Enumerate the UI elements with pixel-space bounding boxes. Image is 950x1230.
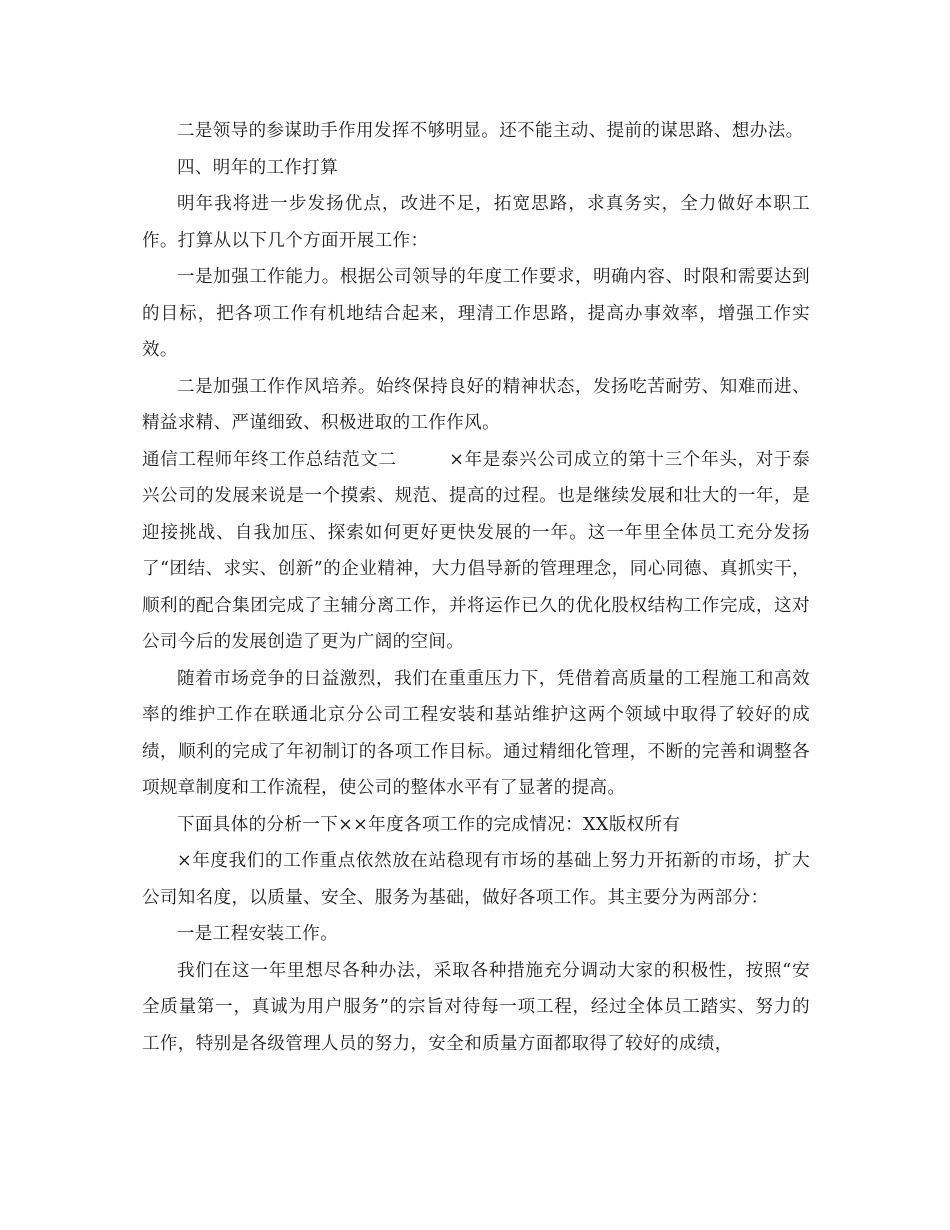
document-page [142,113,810,1062]
paragraph-5: 随着市场竞争的日益激烈，我们在重重压力下，凭借着高质量的工程施工和高效率的维护工作在联通北京分公司工程安装和基站维护这两个领域中取得了较好的成绩，顺利的完成了年初制订的各项工作目标。通过精细化管理，不断的完善和调整各项规章制度和工作流程，使公司的整体水平有了显著的提高。 [142,668,810,798]
paragraph-2: 明年我将进一步发扬优点，改进不足，拓宽思路，求真务实，全力做好本职工作。打算从以下几个方面开展工作： [142,194,810,251]
section-heading-4: 四、明年的工作打算 [177,157,339,178]
paragraph-8: 一是工程安装工作。 [177,924,339,944]
article-title-paragraph [142,442,810,661]
article-title: 通信工程师年终工作总结范文二 [142,449,397,470]
paragraph-4: 二是加强工作作风培养。始终保持良好的精神状态，发扬吃苦耐劳、知难而进、精益求精、严谨细致、积极进取的工作作风。 [142,376,810,433]
article-lead-text: ×年是泰兴公司成立的第十三个年头，对于泰兴公司的发展来说是一个摸索、规范、提高的过程。也是继续发展和壮大的一年，是迎接挑战、自我加压、探索如何更好更快发展的一年。这一年里全体员工充分发扬了“团结、求实、创新”的企业精神，大力倡导新的管理理念，同心同德、真抓实干，顺利的配合集团完成了主辅分离工作，并将运作已久的优化股权结构工作完成，这对公司今后的发展创造了更为广阔的空间。 [142,449,810,652]
paragraph-6: 下面具体的分析一下××年度各项工作的完成情况：XX版权所有 [177,814,681,835]
paragraph-7: ×年度我们的工作重点依然放在站稳现有市场的基础上努力开拓新的市场，扩大公司知名度，以质量、安全、服务为基础，做好各项工作。其主要分为两部分： [142,851,810,908]
paragraph-1: 二是领导的参谋助手作用发挥不够明显。还不能主动、提前的谋思路、想办法。 [177,121,804,141]
paragraph-3: 一是加强工作能力。根据公司领导的年度工作要求，明确内容、时限和需要达到的目标，把各项工作有机地结合起来，理清工作思路，提高办事效率，增强工作实效。 [142,267,810,360]
paragraph-9: 我们在这一年里想尽各种办法，采取各种措施充分调动大家的积极性，按照“安全质量第一，真诚为用户服务”的宗旨对待每一项工程，经过全体员工踏实、努力的工作，特别是各级管理人员的努力，安全和质量方面都取得了较好的成绩， [142,960,810,1054]
